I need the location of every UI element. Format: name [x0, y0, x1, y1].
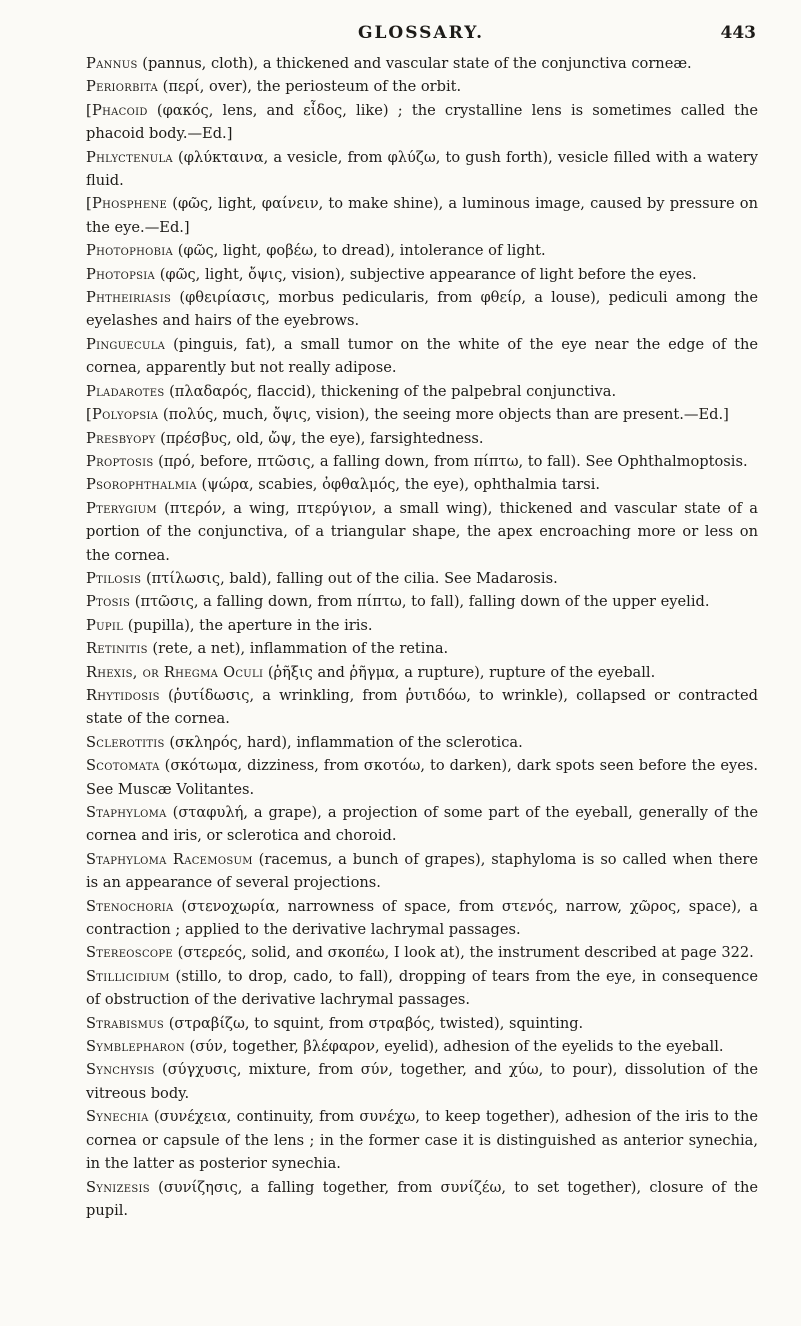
- entry-headword: Sclerotitis: [86, 733, 165, 751]
- entry-definition: (σκότωμα, dizziness, from σκοτόω, to darken), dark spots seen before the eyes. See Muscæ Volitantes.: [86, 757, 758, 798]
- entry-headword: Proptosis: [86, 452, 154, 470]
- entry-definition: (σύγχυσις, mixture, from σύν, together, and χύω, to pour), dissolution of the vitreous body.: [86, 1061, 758, 1102]
- glossary-entry: [86, 1176, 758, 1223]
- entry-headword: Psorophthalmia: [86, 476, 197, 494]
- entry-definition: (περί, over), the periosteum of the orbit.: [157, 78, 462, 96]
- glossary-entry: [86, 895, 758, 942]
- glossary-entry: [86, 848, 758, 895]
- glossary-entry: [86, 1058, 758, 1105]
- entry-definition: (pannus, cloth), a thickened and vascular state of the conjunctiva corneæ.: [137, 55, 692, 72]
- entry-headword: Stenochoria: [86, 897, 174, 915]
- entry-definition: (pinguis, fat), a small tumor on the white of the eye near the edge of the cornea, apparently but not really adipose.: [86, 335, 758, 377]
- entry-headword: Retinitis: [86, 640, 148, 658]
- entry-headword: [Phosphene: [86, 195, 168, 213]
- glossary-entry: [86, 99, 758, 146]
- glossary-entry: [86, 450, 758, 473]
- glossary-entry: [86, 731, 758, 754]
- glossary-entry: [86, 263, 758, 286]
- glossary-entry: [86, 333, 758, 380]
- entry-definition: (πτῶσις, a falling down, from πίπτω, to fall), falling down of the upper eyelid.: [130, 593, 710, 611]
- glossary-entry: [86, 427, 758, 450]
- page-header: [86, 20, 756, 46]
- entry-headword: Photopsia: [86, 265, 156, 283]
- entry-definition: (pupilla), the aperture in the iris.: [123, 616, 373, 634]
- glossary-entry: [86, 52, 758, 75]
- entry-definition: (φῶς, light, φαίνειν, to make shine), a luminous image, caused by pressure on the eye.—Ed.]: [86, 195, 758, 236]
- entry-headword: Synizesis: [86, 1178, 150, 1196]
- entry-headword: Stillicidium: [86, 967, 170, 985]
- entry-headword: Synechia: [86, 1108, 149, 1126]
- entry-headword: Pterygium: [86, 499, 157, 517]
- entry-definition: (πλαδαρός, flaccid), thickening of the palpebral conjunctiva.: [164, 382, 617, 400]
- entry-definition: (συνίζησις, a falling together, from συνίζέω, to set together), closure of the pupil.: [86, 1178, 758, 1219]
- entry-definition: (φακός, lens, and εἶδος, like) ; the crystalline lens is sometimes called the phacoid body.—Ed.]: [86, 101, 758, 143]
- entry-definition: (πτερόν, a wing, πτερύγιον, a small wing), thickened and vascular state of a portion of the conjunctiva, of a triangular shape, the apex encroaching more or less on the cornea.: [86, 499, 758, 564]
- entry-definition: (πρό, before, πτῶσις, a falling down, from πίπτω, to fall). See Ophthalmoptosis.: [153, 452, 748, 470]
- entry-headword: Phlyctenula: [86, 148, 173, 166]
- entry-headword: Phtheiriasis: [86, 289, 172, 307]
- glossary-entry: [86, 661, 758, 684]
- glossary-entry: [86, 637, 758, 660]
- running-title: GLOSSARY.: [357, 23, 485, 43]
- entry-definition: (στενοχωρία, narrowness of space, from στενός, narrow, χῶρος, space), a contraction ; applied to the derivative lachrymal passages.: [86, 897, 758, 939]
- entry-definition: (σταφυλή, a grape), a projection of some part of the eyeball, generally of the cornea and iris, or sclerotica and choroid.: [86, 804, 758, 845]
- glossary-entry: [86, 801, 758, 848]
- entry-definition: (στραβίζω, to squint, from στραβός, twisted), squinting.: [164, 1014, 584, 1032]
- glossary-entry: [86, 380, 758, 403]
- glossary-entry: [86, 614, 758, 637]
- entry-headword: Ptosis: [86, 593, 131, 611]
- entry-definition: (σκληρός, hard), inflammation of the sclerotica.: [164, 733, 523, 751]
- entry-definition: (rete, a net), inflammation of the retina.: [147, 640, 449, 658]
- glossary-entry: [86, 75, 758, 98]
- entry-definition: (πολύς, much, ὄψις, vision), the seeing more objects than are present.—Ed.]: [158, 406, 729, 424]
- glossary-entry: [86, 286, 758, 333]
- entry-headword: [Polyopsia: [86, 406, 159, 424]
- entry-definition: (ψώρα, scabies, ὀφθαλμός, the eye), ophthalmia tarsi.: [196, 476, 601, 494]
- entry-headword: Pannus: [86, 55, 138, 72]
- entry-headword: Presbyopy: [86, 429, 156, 447]
- glossary-entry: [86, 146, 758, 193]
- glossary-entry: [86, 965, 758, 1012]
- entry-headword: Pinguecula: [86, 335, 166, 353]
- entry-definition: (ῥυτίδωσις, a wrinkling, from ῥυτιδόω, to wrinkle), collapsed or contracted state of the cornea.: [86, 686, 758, 728]
- entry-definition: (ῥῆξις and ῥῆγμα, a rupture), rupture of the eyeball.: [263, 663, 656, 681]
- entry-definition: (συνέχεια, continuity, from συνέχω, to keep together), adhesion of the iris to the cornea or capsule of the lens ; in the former case it is distinguished as anterior synechia, in the latter as posterior synechia.: [86, 1108, 758, 1173]
- entry-headword: Symblepharon: [86, 1038, 185, 1056]
- entry-headword: Staphyloma Racemosum: [86, 850, 253, 868]
- glossary-entry: [86, 1012, 758, 1035]
- glossary-entry: [86, 473, 758, 496]
- entry-definition: (πρέσβυς, old, ὤψ, the eye), farsightedness.: [155, 429, 484, 447]
- glossary-entry: [86, 567, 758, 590]
- entry-headword: Rhytidosis: [86, 686, 160, 704]
- entry-headword: Pupil: [86, 616, 124, 634]
- glossary-entry: [86, 192, 758, 239]
- glossary-entry: [86, 239, 758, 262]
- entry-definition: (στερεός, solid, and σκοπέω, I look at), the instrument described at page 322.: [173, 944, 754, 962]
- entry-headword: Rhexis, or Rhegma Oculi: [86, 663, 264, 681]
- glossary-entry: [86, 497, 758, 567]
- entry-definition: (φῶς, light, φοβέω, to dread), intolerance of light.: [173, 242, 546, 260]
- entry-definition: (φῶς, light, ὄψις, vision), subjective appearance of light before the eyes.: [155, 265, 697, 283]
- glossary-entry: [86, 754, 758, 801]
- entry-headword: [Phacoid: [86, 101, 148, 119]
- entry-headword: Stereoscope: [86, 944, 174, 962]
- entry-headword: Ptilosis: [86, 569, 142, 587]
- entry-headword: Photophobia: [86, 242, 174, 260]
- entry-headword: Staphyloma: [86, 804, 167, 821]
- entry-definition: (φλύκταινα, a vesicle, from φλύζω, to gush forth), vesicle filled with a watery fluid.: [86, 148, 758, 190]
- glossary-entry: [86, 403, 758, 426]
- glossary-entry: [86, 590, 758, 613]
- entry-headword: Synchysis: [86, 1061, 155, 1079]
- entry-headword: Periorbita: [86, 78, 158, 96]
- glossary-entries: [86, 52, 758, 1222]
- glossary-entry: [86, 1035, 758, 1058]
- entry-definition: (σύν, together, βλέφαρον, eyelid), adhesion of the eyelids to the eyeball.: [184, 1038, 724, 1056]
- glossary-entry: [86, 1105, 758, 1175]
- entry-definition: (racemus, a bunch of grapes), staphyloma is so called when there is an appearance of several projections.: [86, 850, 759, 892]
- entry-headword: Strabismus: [86, 1014, 165, 1032]
- glossary-entry: [86, 941, 758, 964]
- entry-definition: (φθειρίασις, morbus pedicularis, from φθείρ, a louse), pediculi among the eyelashes and hairs of the eyebrows.: [86, 289, 758, 330]
- page-number: 443: [720, 23, 756, 43]
- entry-definition: (stillo, to drop, cado, to fall), dropping of tears from the eye, in consequence of obstruction of the derivative lachrymal passages.: [86, 967, 758, 1009]
- entry-headword: Scotomata: [86, 757, 160, 775]
- glossary-entry: [86, 684, 758, 731]
- entry-definition: (πτίλωσις, bald), falling out of the cilia. See Madarosis.: [141, 569, 558, 587]
- entry-headword: Pladarotes: [86, 382, 165, 400]
